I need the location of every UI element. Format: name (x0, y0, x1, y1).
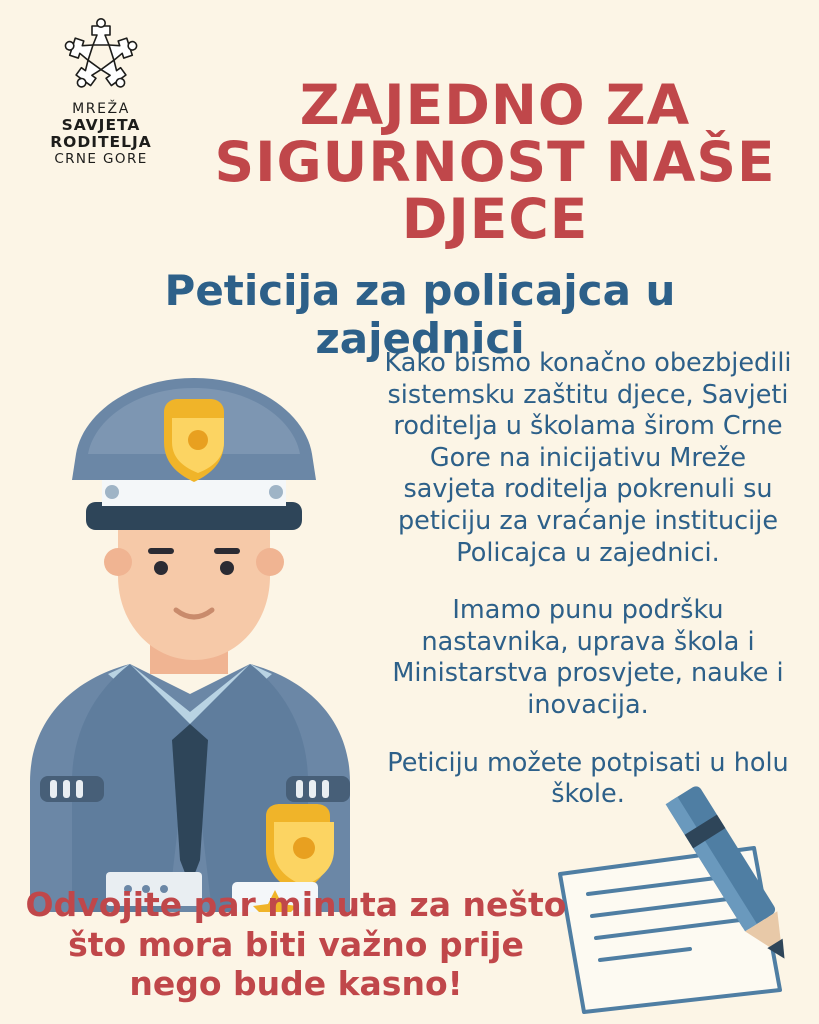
logo-line-4: CRNE GORE (54, 150, 148, 167)
organization-logo (26, 18, 176, 166)
body-paragraph-3: Peticiju možete potpisati u holu škole. (387, 747, 789, 810)
logo-line-1: MREŽA (72, 101, 130, 117)
logo-line-3: RODITELJA (50, 132, 152, 151)
petition-document-with-pen-illustration-icon (540, 782, 808, 1014)
body-paragraph-2: Imamo punu podršku nastavnika, uprava škola i Ministarstva prosvjete, nauke i inovacija. (392, 595, 784, 721)
poster-title: ZAJEDNO ZA SIGURNOST NAŠE DJECE (214, 72, 776, 252)
body-paragraph-1: Kako bismo konačno obezbjedili sistemsku zaštitu djece, Savjeti roditelja u školama širom Crne Gore na inicijativu Mreže savjeta roditelja pokrenuli su peticiju za vraćanje institucije Policajca u zajednici. (384, 348, 792, 568)
logo-line-2: SAVJETA (61, 116, 141, 135)
poster-slogan: Odvojite par minuta za nešto što mora biti važno prije nego bude kasno! (25, 885, 567, 1004)
poster-body-text (384, 348, 792, 811)
police-officer-illustration-icon (0, 352, 390, 912)
poster-subtitle: Peticija za policajca u zajednici (164, 265, 676, 363)
organization-name (26, 102, 176, 166)
people-circle-logo-icon (53, 18, 149, 96)
